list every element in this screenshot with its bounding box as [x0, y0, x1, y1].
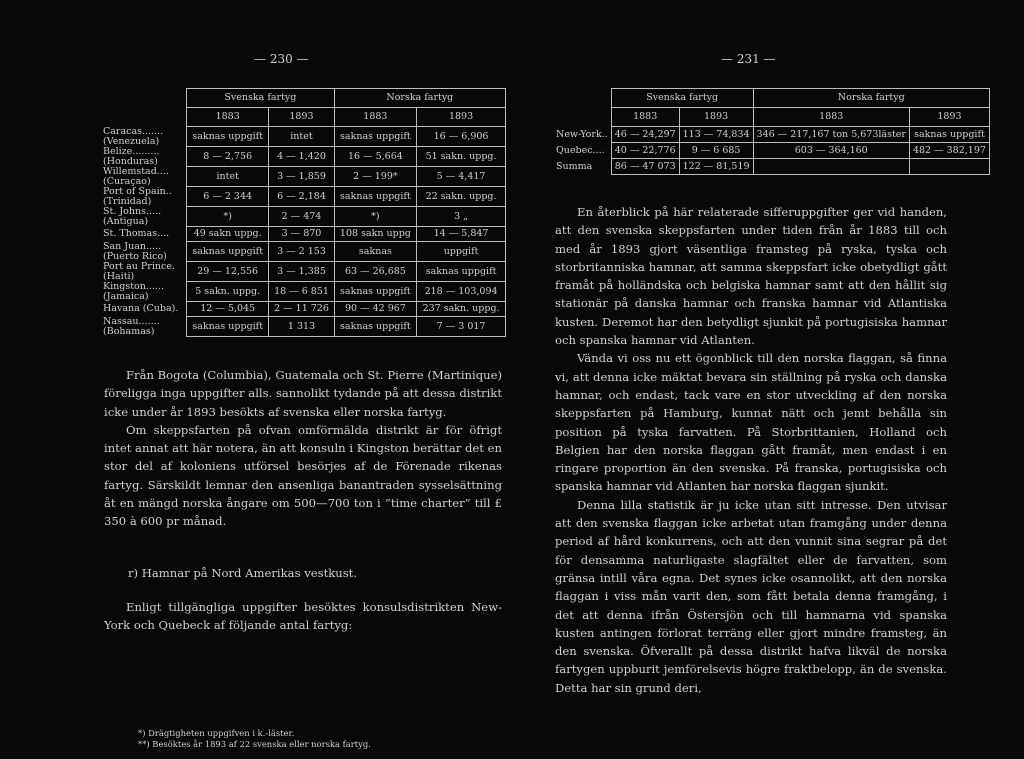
place-name: Havana (Cuba). — [103, 303, 179, 314]
table-cell: 16 — 5,664 — [334, 147, 416, 167]
table-cell: 113 — 74,834 — [679, 127, 753, 143]
table-cell: saknas uppgift — [187, 127, 269, 147]
table-cell: saknas uppgift — [334, 317, 416, 337]
place-name: St. Thomas.... — [103, 228, 170, 239]
row-label — [100, 147, 187, 167]
row-label — [100, 207, 187, 227]
paragraph: Om skeppsfarten på ofvan omförmälda distrikt är för öfrigt intet annat att här notera, än att konsuln i Kingston berättar det en stor del af koloniens utförsel besörjes af de Förenade rikenas fartyg. Särskildt lemnar den ansenliga banantraden sysselsättning åt en mängd norska ångare om 500—700 ton i ”time charter” till £ 350 à 600 pr månad. — [104, 422, 502, 529]
place-region: (Haiti) — [103, 270, 135, 282]
table-cell: 16 — 6,906 — [417, 127, 506, 147]
place-name: Nassau....... — [103, 315, 160, 327]
table-cell: 3 „ — [417, 207, 506, 227]
place-name: Port of Spain.. — [103, 185, 172, 197]
table-cell: 63 — 26,685 — [334, 262, 416, 282]
place-name: Kingston...... — [103, 280, 164, 292]
table-row — [100, 187, 506, 207]
table-cell: 5 sakn. uppg. — [187, 282, 269, 302]
table-cell: saknas uppgift — [909, 127, 989, 143]
place-region: (Bohamas) — [103, 325, 155, 337]
row-label — [100, 167, 187, 187]
row-label — [100, 227, 187, 242]
table-cell: 1 313 — [269, 317, 334, 337]
paragraph: En återblick på här relaterade sifferuppgifter ger vid handen, att den svenska skeppsfarten under tiden från år 1883 till och med år 1893 gjort väsentliga framsteg på ryska, tyska och storbritanniska hamnar, att samma skeppsfart icke obetydligt gått framåt på holländska och belgiska hamnar samt att den hållit sig stationär på danska hamnar och franska hamnar vid Atlantiska kusten. Deremot har den betydligt sjunkit på portugisiska hamnar och spanska hamnar vid Atlanten. — [555, 205, 947, 348]
table-cell: 3 — 870 — [269, 227, 334, 242]
year-header: 1893 — [269, 108, 334, 127]
table-cell: 2 — 199* — [334, 167, 416, 187]
table-row — [100, 227, 506, 242]
right-page — [545, 0, 986, 759]
place-name: Summa — [556, 160, 593, 172]
row-label — [100, 282, 187, 302]
row-label — [553, 143, 611, 159]
table-cell: 603 — 364,160 — [753, 143, 909, 159]
row-label — [100, 187, 187, 207]
footnote: *) Drägtigheten uppgifven i k.-läster. — [138, 728, 295, 738]
body-text — [555, 203, 947, 697]
place-name: Quebec.... — [556, 144, 605, 156]
table-row — [553, 127, 989, 143]
page-number: — 231 — — [721, 52, 776, 66]
row-label — [100, 127, 187, 147]
shipping-table — [100, 88, 506, 337]
row-label — [553, 159, 611, 175]
table-row — [100, 282, 506, 302]
place-region: (Trinidad) — [103, 195, 152, 207]
table-cell: saknas uppgift — [187, 317, 269, 337]
table-cell: 3 — 1,385 — [269, 262, 334, 282]
header-group-norwegian: Norska fartyg — [753, 89, 989, 108]
table-cell: 2 — 474 — [269, 207, 334, 227]
year-header: 1893 — [679, 108, 753, 127]
table-cell: 346 — 217,167 ton 5,673läster — [753, 127, 909, 143]
table-cell: intet — [187, 167, 269, 187]
table-cell: saknas uppgift — [334, 127, 416, 147]
section-heading: r) Hamnar på Nord Amerikas vestkust. — [128, 566, 358, 580]
place-region: (Jamaica) — [103, 290, 149, 302]
body-text — [104, 366, 502, 531]
place-name: Port au Prince. — [103, 260, 175, 272]
place-name: New-York.. — [556, 128, 608, 140]
footnotes — [138, 728, 371, 750]
paragraph: Denna lilla statistik är ju icke utan sitt intresse. Den utvisar att den svenska flaggan icke arbetat utan framgång under denna period af hård konkurrens, och att den vunnit sina segrar på det för densamma naturligaste slagfältet eller de farvatten, som gränsa intill våra egna. Det synes icke osannolikt, att den norska flaggan i viss mån varit den, som fått betala denna framgång, i det att denna ifrån Östersjön och till hamnarna vid spanska kusten antingen förlorat terräng eller gjort mindre framsteg, än den svenska. Öfverallt på dessa distrikt hafva likväl de norska fartygen uppburit jemförelsevis högre fraktbelopp, än de svenska. Detta har sin grund deri, — [555, 497, 947, 695]
row-label — [553, 127, 611, 143]
table-cell: 4 — 1,420 — [269, 147, 334, 167]
year-header: 1893 — [417, 108, 506, 127]
table-row — [100, 147, 506, 167]
table-row — [100, 127, 506, 147]
table-row — [100, 167, 506, 187]
place-region: (Puerto Rico) — [103, 250, 167, 262]
place-region: (Antigua) — [103, 215, 149, 227]
table-row — [100, 242, 506, 262]
table-body — [553, 127, 989, 175]
table-cell: 86 — 47 073 — [611, 159, 679, 175]
table-row — [553, 159, 989, 175]
table-cell: 108 sakn uppg — [334, 227, 416, 242]
table-cell — [753, 159, 909, 175]
footnote: **) Besöktes år 1893 af 22 svenska eller norska fartyg. — [138, 739, 371, 749]
paragraph: Från Bogota (Columbia), Guatemala och St. Pierre (Martinique) föreligga inga uppgifter alls. sannolikt tydande på att dessa distrikt icke under år 1893 besökts af svenska eller norska fartyg. — [104, 368, 502, 419]
table-cell: 51 sakn. uppg. — [417, 147, 506, 167]
table-cell: saknas uppgift — [187, 242, 269, 262]
table-cell: 14 — 5,847 — [417, 227, 506, 242]
header-group-swedish: Svenska fartyg — [611, 89, 753, 108]
table-row — [100, 207, 506, 227]
table-cell: 2 — 11 726 — [269, 302, 334, 317]
place-region: (Venezuela) — [103, 135, 160, 147]
table-cell: 46 — 24,297 — [611, 127, 679, 143]
table-cell: 8 — 2,756 — [187, 147, 269, 167]
table-cell: saknas uppgift — [334, 282, 416, 302]
paragraph: Vända vi oss nu ett ögonblick till den norska flaggan, så finna vi, att denna icke mäktat bevara sin ställning på ryska och danska hamnar, och endast, tack vare en stor utveckling af den norska skeppsfarten på Hamburg, kunnat nätt och jemt behålla sin position på tyska farvatten. På Storbrittanien, Holland och Belgien har den norska flaggan gått framåt, men endast i en ringare proportion än den svenska. På franska, portugisiska och spanska hamnar vid Atlanten har norska flaggan sjunkit. — [555, 351, 947, 494]
row-label — [100, 317, 187, 337]
table-cell: *) — [334, 207, 416, 227]
year-header: 1883 — [753, 108, 909, 127]
table-cell: 12 — 5,045 — [187, 302, 269, 317]
body-text — [104, 598, 502, 635]
table-row — [100, 262, 506, 282]
page-number: — 230 — — [254, 52, 309, 66]
table-cell: 6 — 2,184 — [269, 187, 334, 207]
table-cell: *) — [187, 207, 269, 227]
table-cell: 6 — 2 344 — [187, 187, 269, 207]
year-header: 1883 — [334, 108, 416, 127]
table-cell: 18 — 6 851 — [269, 282, 334, 302]
table-cell: 49 sakn uppg. — [187, 227, 269, 242]
table-cell: 5 — 4,417 — [417, 167, 506, 187]
place-name: Willemstad.... — [103, 165, 169, 177]
table-cell: 122 — 81,519 — [679, 159, 753, 175]
table-cell: saknas — [334, 242, 416, 262]
place-name: St. Johns..... — [103, 205, 162, 217]
table-cell: 22 sakn. uppg. — [417, 187, 506, 207]
table-cell: intet — [269, 127, 334, 147]
place-name: Belize......... — [103, 145, 160, 157]
table-cell: 9 — 6 685 — [679, 143, 753, 159]
table-cell: 482 — 382,197 — [909, 143, 989, 159]
header-group-norwegian: Norska fartyg — [334, 89, 505, 108]
table-cell: 40 — 22,776 — [611, 143, 679, 159]
table-cell — [909, 159, 989, 175]
paragraph: Enligt tillgängliga uppgifter besöktes konsulsdistrikten New-York och Quebeck af följande antal fartyg: — [104, 600, 502, 633]
table-cell: 29 — 12,556 — [187, 262, 269, 282]
year-header: 1893 — [909, 108, 989, 127]
place-name: Caracas....... — [103, 125, 164, 137]
header-group-swedish: Svenska fartyg — [187, 89, 335, 108]
year-header: 1883 — [611, 108, 679, 127]
table-cell: 237 sakn. uppg. — [417, 302, 506, 317]
place-region: (Honduras) — [103, 155, 158, 167]
table-cell: uppgift — [417, 242, 506, 262]
left-page — [70, 0, 510, 759]
table-cell: 3 — 1,859 — [269, 167, 334, 187]
year-header: 1883 — [187, 108, 269, 127]
table-cell: saknas uppgift — [334, 187, 416, 207]
table-body — [100, 127, 506, 337]
table-cell: 3 — 2 153 — [269, 242, 334, 262]
table-row — [100, 317, 506, 337]
place-region: (Curaçao) — [103, 175, 151, 187]
table-cell: 90 — 42 967 — [334, 302, 416, 317]
row-label — [100, 262, 187, 282]
table-cell: saknas uppgift — [417, 262, 506, 282]
table-row — [100, 302, 506, 317]
table-row — [553, 143, 989, 159]
table-cell: 218 — 103,094 — [417, 282, 506, 302]
row-label — [100, 302, 187, 317]
table-cell: 7 — 3 017 — [417, 317, 506, 337]
place-name: San Juan..... — [103, 240, 162, 252]
shipping-table — [553, 88, 990, 175]
row-label — [100, 242, 187, 262]
